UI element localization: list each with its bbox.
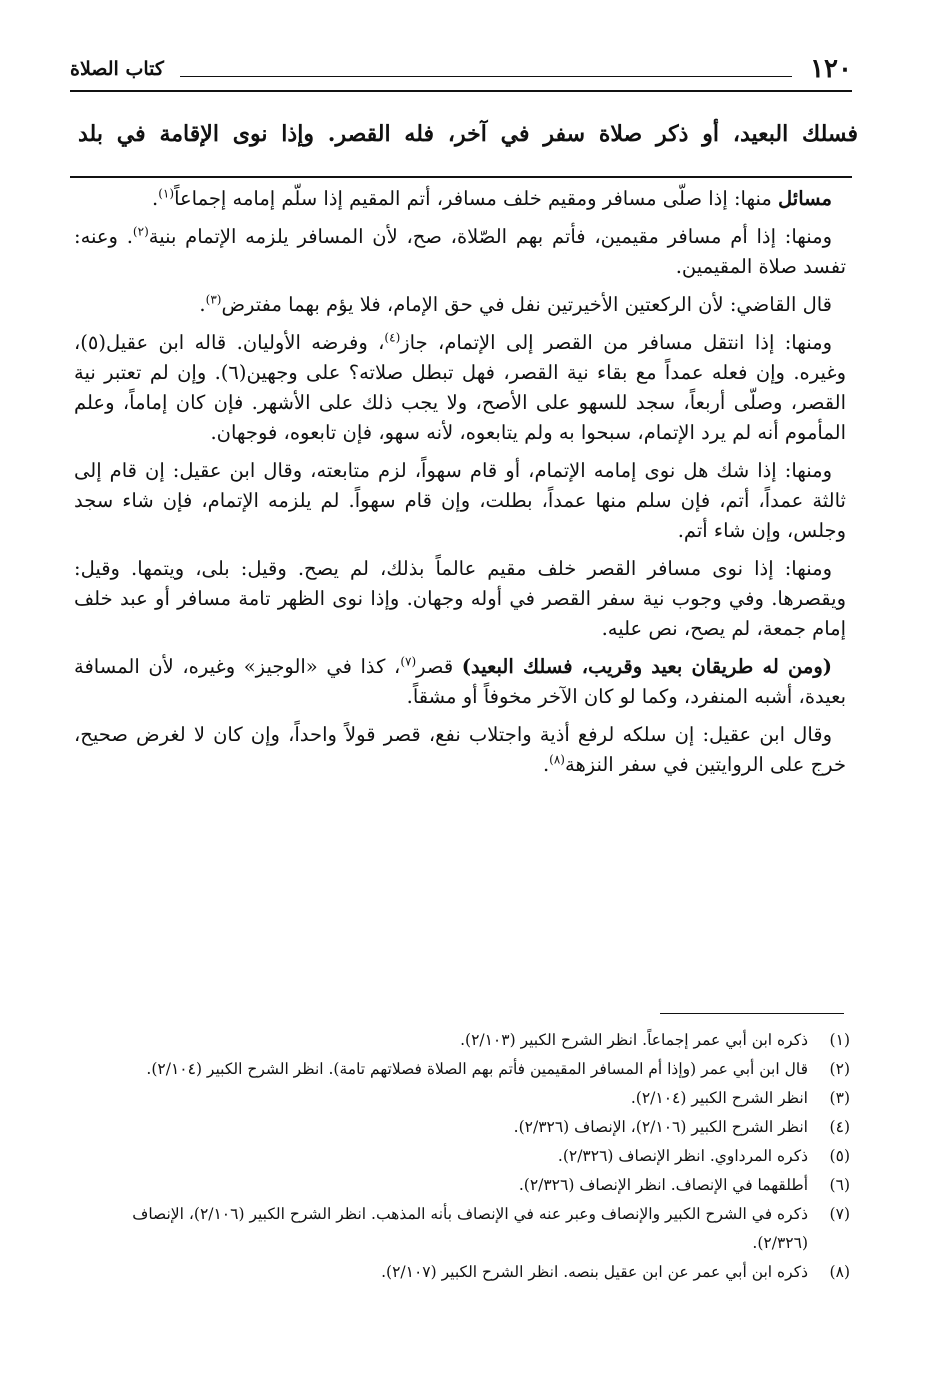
footnote-text: ذكره ابن أبي عمر إجماعاً. انظر الشرح الكبير (٢/١٠٣). <box>460 1031 808 1049</box>
footnote-divider <box>660 1013 844 1014</box>
footnote-number: (٢) <box>829 1060 850 1078</box>
footnote-number: (٦) <box>829 1176 850 1194</box>
footnote-ref[interactable]: (٤) <box>384 330 401 345</box>
footnote-item <box>74 1171 850 1200</box>
footnote-item <box>74 1142 850 1171</box>
paragraph-tail: . <box>152 187 159 210</box>
paragraph-tail: . وعنه: تفسد صلاة المقيمين. <box>74 225 846 278</box>
header-rule <box>180 76 792 77</box>
footnote-number: (٤) <box>829 1118 850 1136</box>
paragraph-text: قال القاضي: لأن الركعتين الأخيرتين نفل في حق الإمام، فلا يؤم بهما مفترض <box>221 293 832 316</box>
paragraph <box>74 456 846 546</box>
footnote-item <box>74 1258 850 1287</box>
footnote-text: قال ابن أبي عمر (وإذا أم المسافر المقيمين فأتم بهم الصلاة فصلاتهم تامة). انظر الشرح الكبير (٢/١٠٤). <box>146 1060 808 1078</box>
main-text-line: فسلك البعيد، أو ذكر صلاة سفر في آخر، فله القصر. وإذا نوى الإقامة في بلد <box>78 121 858 147</box>
page-number: ١٢٠ <box>804 54 852 84</box>
footnote-number: (١) <box>829 1031 850 1049</box>
footnote-text: ذكره ابن أبي عمر عن ابن عقيل بنصه. انظر الشرح الكبير (٢/١٠٧). <box>381 1263 808 1281</box>
page-header <box>70 48 852 92</box>
footnotes <box>74 1026 850 1287</box>
paragraph-text: ومنها: إذا نوى مسافر القصر خلف مقيم عالماً بذلك، لم يصح. وقيل: بلى، ويتمها. وقيل: ويقصرها. وفي وجوب نية سفر القصر في أوله وجهان. وإذا نوى الظهر تامة مسافر أو عبد خلف إمام جمعة، لم يصح، نص عليه. <box>74 557 846 640</box>
paragraph-text: ومنها: إذا انتقل مسافر من القصر إلى الإتمام، جاز <box>400 331 832 354</box>
paragraph-tail: . <box>199 293 206 316</box>
footnote-number: (٨) <box>829 1263 850 1281</box>
footnote-ref[interactable]: (٨) <box>549 752 565 767</box>
paragraph <box>74 184 846 214</box>
paragraph <box>74 222 846 282</box>
paragraph-tail: . <box>542 753 550 776</box>
footnote-number: (٣) <box>829 1089 850 1107</box>
paragraph-tail: ، كذا في «الوجيز» وغيره، لأن المسافة بعيدة، أشبه المنفرد، وكما لو كان الآخر مخوفاً أو مشقاً. <box>74 655 846 708</box>
paragraph-text: منها: إذا صلّى مسافر ومقيم خلف مسافر، أتم المقيم إذا سلّم إمامه إجماعاً <box>174 187 779 210</box>
footnote-item <box>74 1084 850 1113</box>
footnote-ref[interactable]: (٣) <box>205 292 222 307</box>
footnote-text: ذكره المرداوي. انظر الإنصاف (٢/٣٢٦). <box>557 1147 808 1165</box>
footnote-item <box>74 1026 850 1055</box>
footnote-ref[interactable]: (٧) <box>400 654 417 669</box>
paragraph <box>74 720 846 780</box>
commentary-body <box>74 184 846 788</box>
paragraph-text: ومنها: إذا أم مسافر مقيمين، فأتم بهم الصّلاة، صح، لأن المسافر يلزمه الإتمام بنية <box>148 225 833 248</box>
footnote-number: (٥) <box>829 1147 850 1165</box>
paragraph-lead: مسائل <box>778 187 832 210</box>
footnote-ref[interactable]: (٢) <box>132 224 149 239</box>
paragraph-text: وقال ابن عقيل: إن سلكه لرفع أذية واجتلاب نفع، قصر قولاً واحداً، وإن كان لا لغرض صحيح، خرج على الروايتين في سفر النزهة <box>74 723 846 776</box>
footnote-text: انظر الشرح الكبير (٢/١٠٤). <box>630 1089 808 1107</box>
footnote-item <box>74 1200 850 1258</box>
paragraph <box>74 652 846 712</box>
main-text-divider <box>70 176 852 178</box>
paragraph-text: ومنها: إذا شك هل نوى إمامه الإتمام، أو قام سهواً، لزم متابعته، وقال ابن عقيل: إن قام إلى ثالثة عمداً، أتم، فإن سلم منها عمداً، بطلت، وإن قام سهواً. لم يلزمه الإتمام، فإن شاء سجد وجلس، وإن شاء أتم. <box>74 459 846 542</box>
paragraph-tail: ، وفرضه الأوليان. قاله ابن عقيل(٥)، وغيره. وإن فعله عمداً مع بقاء نية القصر، فهل تبطل صلاته؟ على وجهين(٦). وإن لم تعتبر نية القصر، وصلّى أربعاً، سجد للسهو على الأصح، ولا يجب ذلك على الأشهر. فإن كان إماماً، وعلم المأموم أنه لم يرد الإتمام، سبحوا به ولم يتابعوه، لأنه سهو، فإن تابعوه، فوجهان. <box>74 331 846 444</box>
footnote-text: أطلقهما في الإنصاف. انظر الإنصاف (٢/٣٢٦). <box>518 1176 808 1194</box>
paragraph-text: قصر <box>416 655 462 678</box>
footnote-text: انظر الشرح الكبير (٢/١٠٦)، الإنصاف (٢/٣٢٦). <box>513 1118 808 1136</box>
footnote-item <box>74 1113 850 1142</box>
paragraph <box>74 328 846 448</box>
paragraph <box>74 290 846 320</box>
footnote-number: (٧) <box>829 1205 850 1223</box>
paragraph <box>74 554 846 644</box>
footnote-item <box>74 1055 850 1084</box>
footnote-ref[interactable]: (١) <box>158 186 175 201</box>
paragraph-lead: (ومن له طريقان بعيد وقريب، فسلك البعيد) <box>461 655 832 678</box>
running-title: كتاب الصلاة <box>70 58 170 80</box>
footnote-text: ذكره في الشرح الكبير والإنصاف وعبر عنه في الإنصاف بأنه المذهب. انظر الشرح الكبير (٢/١٠٦)، الإنصاف (٢/٣٢٦). <box>132 1205 808 1252</box>
